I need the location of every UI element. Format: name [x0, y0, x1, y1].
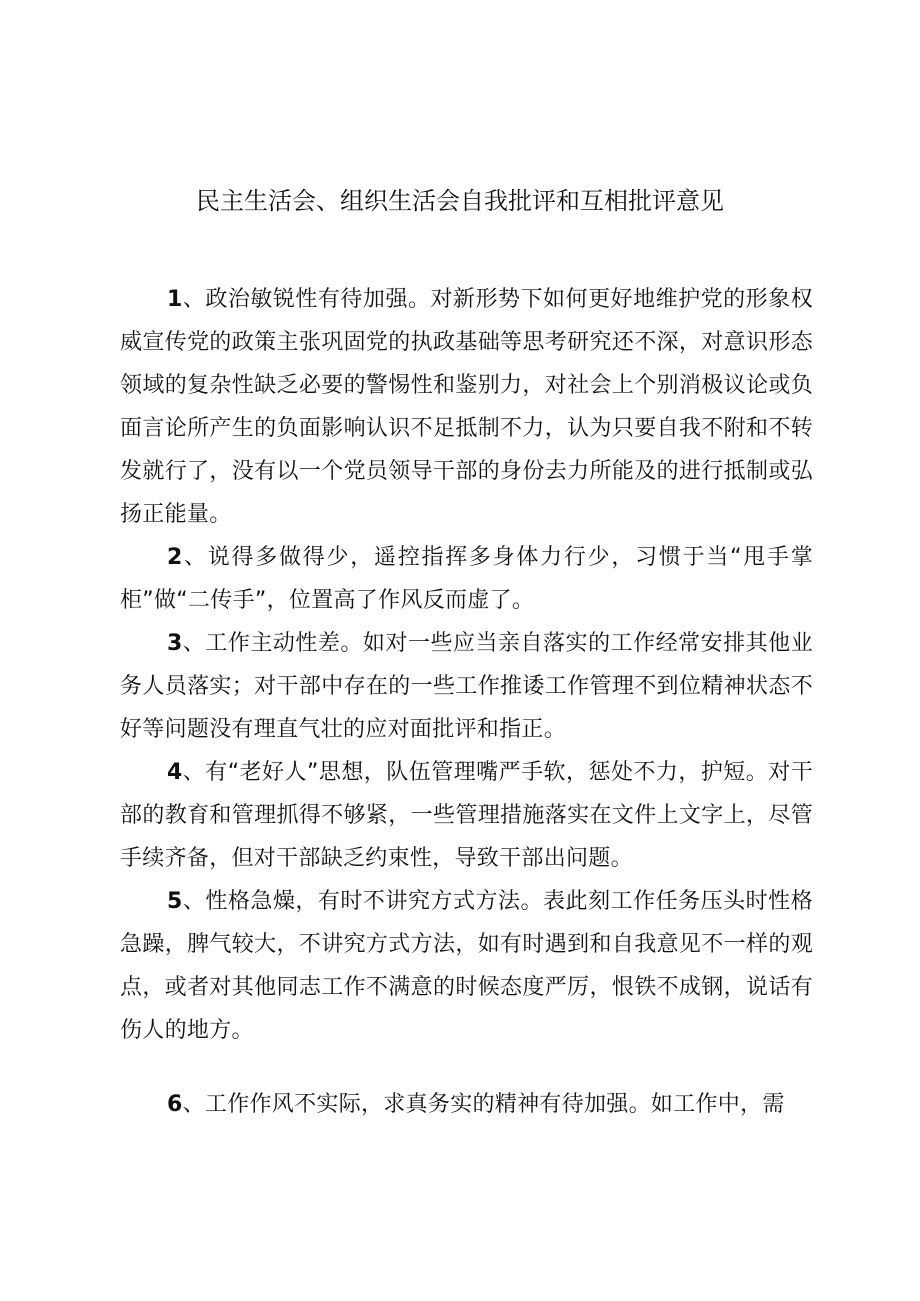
paragraph-1 — [120, 278, 813, 536]
paragraph-text: 、性格急燥，有时不讲究方式方法。表此刻工作任务压头时性格急躁，脾气较大，不讲究方式方法，如有时遇到和自我意见不一样的观点，或者对其他同志工作不满意的时候态度严厉，恨铁不成钢，说话有伤人的地方。 — [120, 889, 813, 1043]
paragraph-number: 6 — [167, 1092, 183, 1117]
paragraph-text: 、说得多做得少，遥控指挥多身体力行少，习惯于当“甩手掌柜”做“二传手”，位置高了作风反而虚了。 — [120, 545, 813, 613]
paragraph-3 — [120, 622, 813, 751]
paragraph-2 — [120, 536, 813, 622]
document-title: 民主生活会、组织生活会自我批评和互相批评意见 — [196, 187, 724, 215]
paragraph-number: 4 — [167, 760, 183, 785]
paragraph-4 — [120, 751, 813, 880]
paragraph-number: 5 — [167, 889, 183, 914]
paragraph-text: 、工作作风不实际，求真务实的精神有待加强。如工作中，需 — [182, 1092, 785, 1117]
paragraph-6 — [120, 1083, 813, 1126]
paragraph-text: 、有“老好人”思想，队伍管理嘴严手软，惩处不力，护短。对干部的教育和管理抓得不够紧，一些管理措施落实在文件上文字上，尽管手续齐备，但对干部缺乏约束性，导致干部出问题。 — [120, 760, 813, 871]
paragraph-text: 、政治敏锐性有待加强。对新形势下如何更好地维护党的形象权威宣传党的政策主张巩固党的执政基础等思考研究还不深，对意识形态领域的复杂性缺乏必要的警惕性和鉴别力，对社会上个别消极议论或负面言论所产生的负面影响认识不足抵制不力，认为只要自我不附和不转发就行了，没有以一个党员领导干部的身份去力所能及的进行抵制或弘扬正能量。 — [120, 287, 813, 527]
paragraph-number: 2 — [167, 545, 183, 570]
paragraph-text: 、工作主动性差。如对一些应当亲自落实的工作经常安排其他业务人员落实；对干部中存在的一些工作推诿工作管理不到位精神状态不好等问题没有理直气壮的应对面批评和指正。 — [120, 631, 813, 742]
paragraph-number: 3 — [167, 631, 183, 656]
paragraph-number: 1 — [167, 287, 183, 312]
paragraph-5 — [120, 880, 813, 1052]
